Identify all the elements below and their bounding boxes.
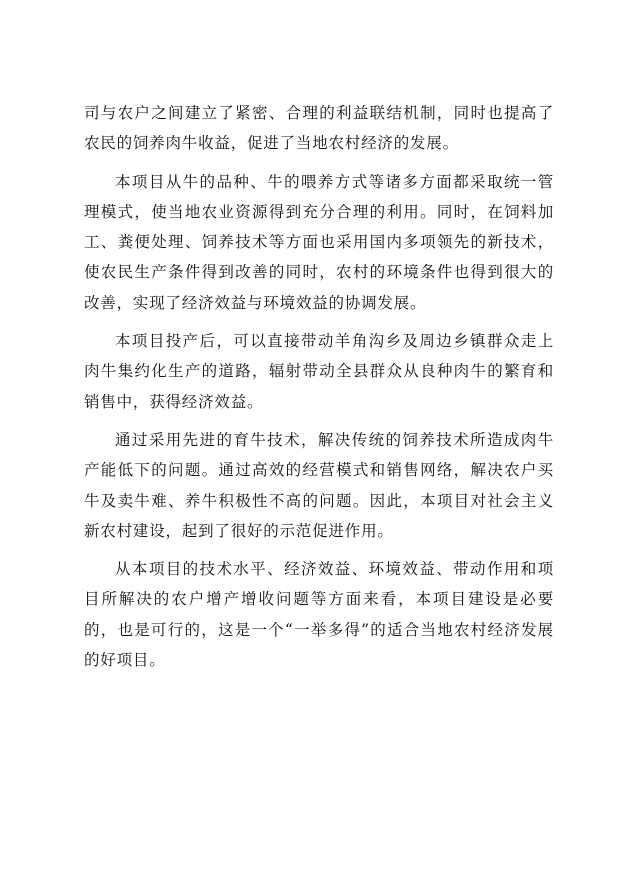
body-text xyxy=(84,98,554,683)
paragraph-continued: 司与农户之间建立了紧密、合理的利益联结机制，同时也提高了农民的饲养肉牛收益，促进了当地农村经济的发展。 xyxy=(84,104,554,153)
paragraph-advanced-technology: 通过采用先进的育牛技术，解决传统的饲养技术所造成肉牛产能低下的问题。通过高效的经营模式和销售网络，解决农户买牛及卖牛难、养牛积极性不高的问题。因此，本项目对社会主义新农村建设，起到了很好的示范促进作用。 xyxy=(84,430,554,540)
paragraph-unified-management: 本项目从牛的品种、牛的喂养方式等诸多方面都采取统一管理模式，使当地农业资源得到充分合理的利用。同时，在饲料加工、粪便处理、饲养技术等方面也采用国内多项领先的新技术，使农民生产条件得到改善的同时，农村的环境条件也得到很大的改善，实现了经济效益与环境效益的协调发展。 xyxy=(84,172,554,312)
paragraph-conclusion: 从本项目的技术水平、经济效益、环境效益、带动作用和项目所解决的农户增产增收问题等方面来看，本项目建设是必要的，也是可行的，这是一个“一举多得”的适合当地农村经济发展的好项目。 xyxy=(84,560,554,670)
paragraph-production-impact: 本项目投产后，可以直接带动羊角沟乡及周边乡镇群众走上肉牛集约化生产的道路，辐射带动全县群众从良种肉牛的繁育和销售中，获得经济效益。 xyxy=(84,332,554,411)
